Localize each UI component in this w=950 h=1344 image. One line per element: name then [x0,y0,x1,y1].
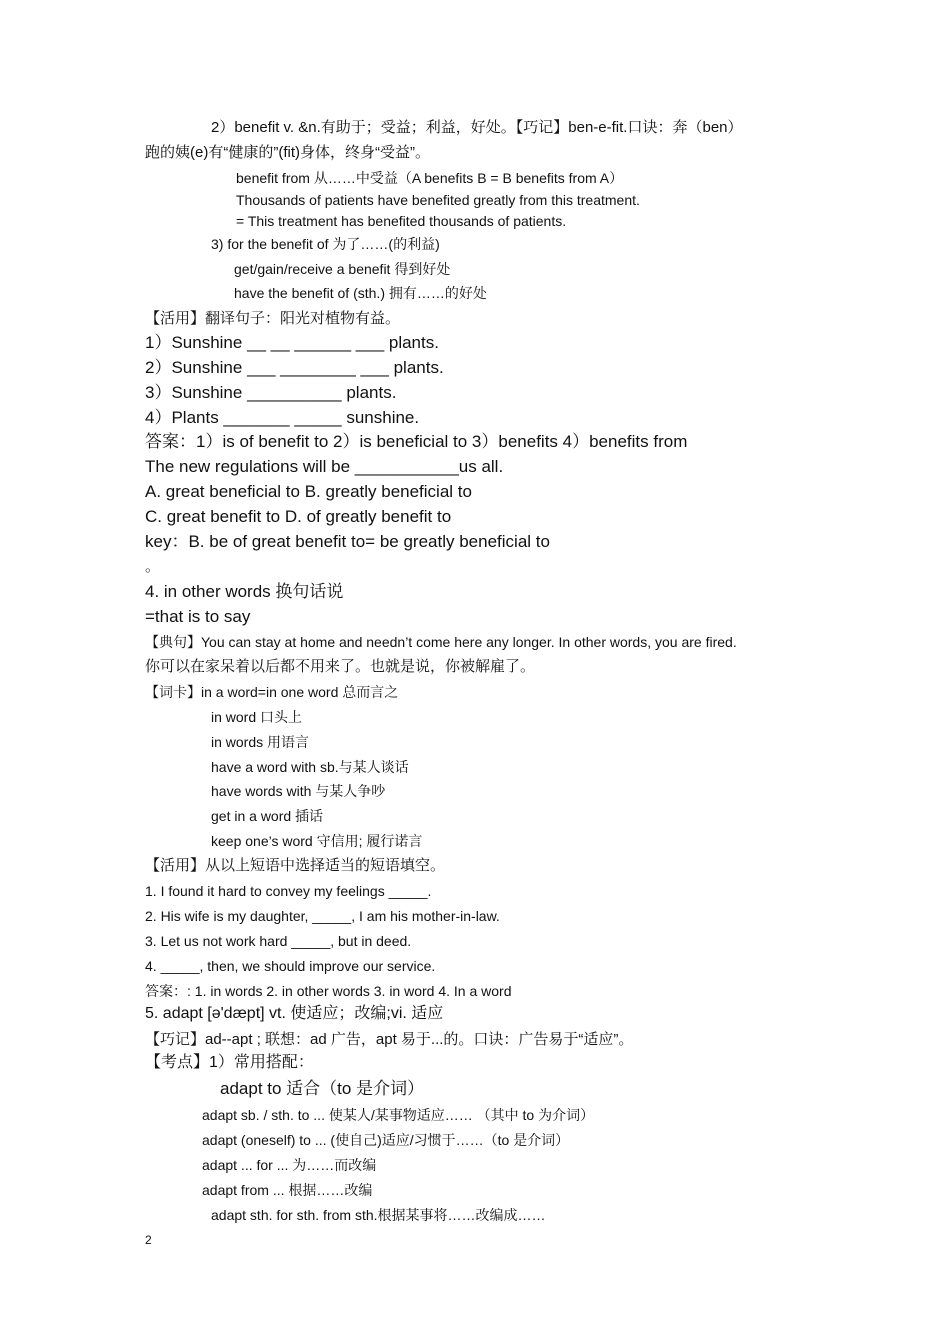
text-line: get/gain/receive a benefit 得到好处 [234,261,451,277]
text-line: The new regulations will be ___________us all. [145,457,504,476]
text-line: 【巧记】ad--apt ; 联想：ad 广告，apt 易于...的。口诀：广告易于“适应”。 [145,1031,634,1048]
text-line: keep one’s word 守信用; 履行诺言 [211,833,423,849]
text-line: 答案：: 1. in words 2. in other words 3. in word 4. In a word [145,983,512,999]
text-line: 2）benefit v. &n.有助于；受益；利益，好处。【巧记】ben-e-fit.口诀：奔（ben） [211,119,743,136]
text-line: have the benefit of (sth.) 拥有……的好处 [234,285,487,301]
text-line: adapt to 适合（to 是介词） [220,1079,425,1098]
text-line: 答案：1）is of benefit to 2）is beneficial to 3）benefits 4）benefits from [145,432,688,451]
text-line: C. great benefit to D. of greatly benefit to [145,507,452,526]
text-line: = This treatment has benefited thousands of patients. [236,213,567,229]
text-line: 4）Plants _______ _____ sunshine. [145,408,420,427]
text-line: benefit from 从……中受益（A benefits B = B benefits from A） [236,170,624,186]
text-line: 4. _____, then, we should improve our service. [145,958,436,974]
text-line: 5. adapt [ə'dæpt] vt. 使适应；改编;vi. 适应 [145,1005,444,1022]
text-line: 。 [145,558,161,575]
text-line: 4. in other words 换句话说 [145,582,344,601]
text-line: 1）Sunshine __ __ ______ ___ plants. [145,333,439,352]
text-line: adapt ... for ... 为……而改编 [202,1157,377,1173]
text-line: adapt sth. for sth. from sth.根据某事将……改编成…… [211,1207,546,1223]
text-line: get in a word 插话 [211,808,324,824]
text-line: adapt sb. / sth. to ... 使某人/某事物适应…… （其中 to 为介词） [202,1107,595,1123]
text-line: 【典句】You can stay at home and needn’t come here any longer. In other words, you are fired. [145,634,737,650]
text-line: 3）Sunshine __________ plants. [145,383,397,402]
text-line: 2. His wife is my daughter, _____, I am his mother-in-law. [145,908,500,924]
text-line: 【考点】1）常用搭配： [145,1054,314,1071]
text-line: =that is to say [145,607,251,626]
text-line: have a word with sb.与某人谈话 [211,759,409,775]
text-line: 【活用】翻译句子：阳光对植物有益。 [145,310,401,327]
text-line: 3) for the benefit of 为了……(的利益) [211,236,440,252]
text-line: key：B. be of great benefit to= be greatly beneficial to [145,532,550,551]
text-line: 【词卡】in a word=in one word 总而言之 [145,684,399,700]
text-line: in word 口头上 [211,709,303,725]
text-line: 2）Sunshine ___ ________ ___ plants. [145,358,444,377]
text-line: 跑的姨(e)有“健康的”(fit)身体，终身“受益”。 [145,144,430,161]
text-line: 【活用】从以上短语中选择适当的短语填空。 [145,857,446,874]
text-line: A. great beneficial to B. greatly beneficial to [145,482,472,501]
text-line: Thousands of patients have benefited greatly from this treatment. [236,192,640,208]
text-line: 1. I found it hard to convey my feelings _____. [145,883,432,899]
page-number: 2 [145,1233,152,1247]
text-line: have words with 与某人争吵 [211,783,386,799]
text-line: 你可以在家呆着以后都不用来了。也就是说，你被解雇了。 [145,658,536,675]
text-line: adapt (oneself) to ... (使自己)适应/习惯于……（to 是介词） [202,1132,570,1148]
text-line: adapt from ... 根据……改编 [202,1182,373,1198]
text-line: 3. Let us not work hard _____, but in deed. [145,933,412,949]
text-line: in words 用语言 [211,734,310,750]
